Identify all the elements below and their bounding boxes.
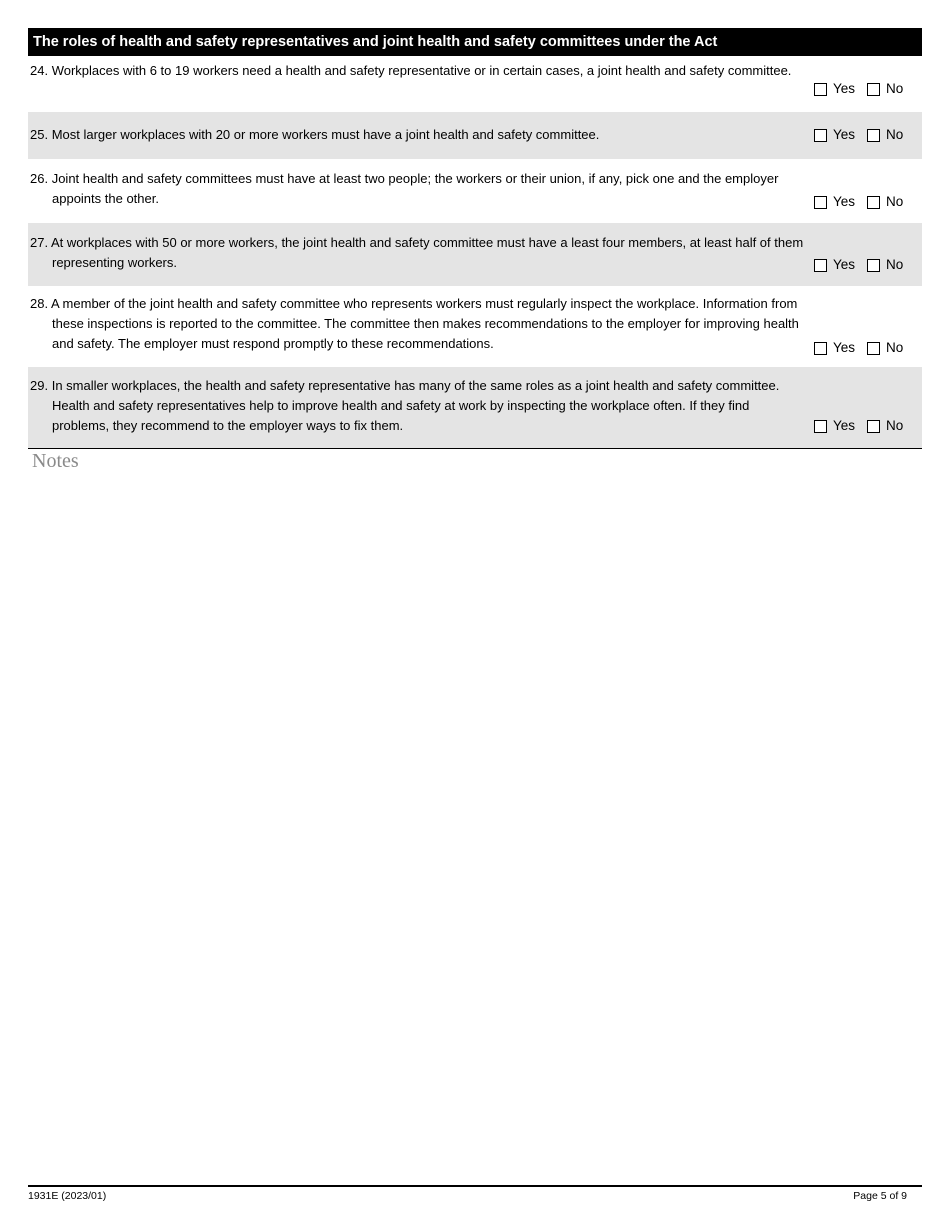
- question-text: [28, 62, 806, 79]
- no-checkbox[interactable]: [867, 342, 880, 355]
- question-text: [28, 233, 806, 273]
- answer-options: [806, 416, 922, 436]
- no-label: No: [886, 340, 904, 355]
- no-checkbox[interactable]: [867, 129, 880, 142]
- question-number: 25.: [30, 127, 49, 142]
- yes-checkbox[interactable]: [814, 342, 827, 355]
- answer-options: [806, 192, 922, 212]
- question-body: Most larger workplaces with 20 or more workers must have a joint health and safety committee.: [51, 127, 600, 142]
- question-26: [28, 159, 922, 223]
- question-text: [28, 169, 806, 209]
- footer-divider: [28, 1185, 922, 1187]
- form-code: 1931E (2023/01): [28, 1190, 107, 1202]
- yes-label: Yes: [833, 81, 856, 96]
- no-checkbox[interactable]: [867, 196, 880, 209]
- notes-label: Notes: [32, 450, 79, 472]
- question-body: At workplaces with 50 or more workers, the joint health and safety committee must have a least four members, at least half of them representing workers.: [50, 235, 804, 270]
- page-number: Page 5 of 9: [853, 1190, 907, 1202]
- answer-options: [806, 255, 922, 275]
- question-number: 26.: [30, 171, 49, 186]
- yes-checkbox[interactable]: [814, 259, 827, 272]
- yes-checkbox[interactable]: [814, 129, 827, 142]
- no-label: No: [886, 81, 904, 96]
- question-body: In smaller workplaces, the health and safety representative has many of the same roles as a joint health and safety committee. Health and safety representatives help to improve health and safety at work by inspecting the workplace often. If they find problems, they recommend to the employer ways to fix them.: [51, 378, 780, 433]
- no-label: No: [886, 127, 904, 142]
- no-checkbox[interactable]: [867, 259, 880, 272]
- question-text: [28, 376, 806, 436]
- question-29: [28, 367, 922, 449]
- no-label: No: [886, 194, 904, 209]
- yes-checkbox[interactable]: [814, 83, 827, 96]
- answer-options: [806, 338, 922, 358]
- question-number: 28.: [30, 296, 49, 311]
- yes-label: Yes: [833, 418, 856, 433]
- question-number: 24.: [30, 63, 49, 78]
- answer-options: [806, 125, 922, 145]
- question-text: [28, 294, 806, 354]
- question-25: [28, 112, 922, 159]
- answer-options: [806, 79, 922, 99]
- question-24: [28, 56, 922, 112]
- yes-label: Yes: [833, 127, 856, 142]
- yes-label: Yes: [833, 257, 856, 272]
- no-label: No: [886, 257, 904, 272]
- yes-label: Yes: [833, 194, 856, 209]
- yes-checkbox[interactable]: [814, 420, 827, 433]
- question-body: Joint health and safety committees must have at least two people; the workers or their union, if any, pick one and the employer appoints the other.: [51, 171, 779, 206]
- yes-checkbox[interactable]: [814, 196, 827, 209]
- question-body: A member of the joint health and safety committee who represents workers must regularly inspect the workplace. Information from these inspections is reported to the committee. The committee then makes recommendations to the employer for improving health and safety. The employer must respond promptly to these recommendations.: [50, 296, 799, 351]
- no-label: No: [886, 418, 904, 433]
- no-checkbox[interactable]: [867, 83, 880, 96]
- question-text: [28, 125, 806, 145]
- question-28: [28, 286, 922, 367]
- no-checkbox[interactable]: [867, 420, 880, 433]
- question-body: Workplaces with 6 to 19 workers need a health and safety representative or in certain cases, a joint health and safety committee.: [51, 63, 792, 78]
- question-number: 27.: [30, 235, 49, 250]
- questions-section: [28, 28, 922, 449]
- question-number: 29.: [30, 378, 49, 393]
- yes-label: Yes: [833, 340, 856, 355]
- question-27: [28, 223, 922, 286]
- section-title: The roles of health and safety representatives and joint health and safety committees under the Act: [28, 28, 922, 56]
